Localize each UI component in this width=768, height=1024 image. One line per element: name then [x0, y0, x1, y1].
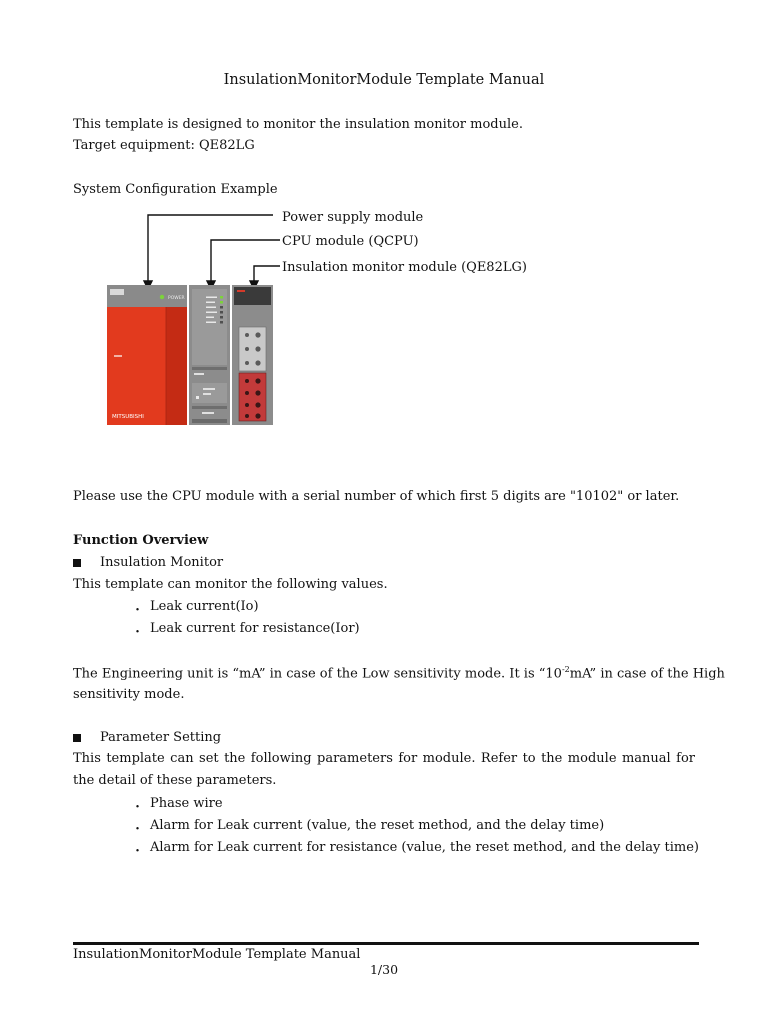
unit-note-exponent: -2 [561, 665, 570, 674]
footer-divider [73, 942, 699, 945]
insulation-monitor-desc: This template can monitor the following values. [73, 577, 388, 592]
list-item: Alarm for Leak current for resistance (value, the reset method, and the delay time) [150, 840, 700, 855]
cpu-module [189, 285, 230, 425]
dot-bullet-icon: ・ [131, 625, 145, 640]
callout-arrows [144, 215, 280, 289]
unit-note-part-1: The Engineering unit is “mA” in case of the Low sensitivity mode. It is “10 [73, 666, 562, 682]
intro-line-2: Target equipment: QE82LG [73, 138, 255, 153]
callout-cpu-module: CPU module (QCPU) [282, 234, 419, 249]
function-overview-heading: Function Overview [73, 533, 209, 548]
unit-note-part-2: mA” in case of the High [569, 666, 725, 682]
square-bullet-icon [73, 559, 81, 567]
dot-bullet-icon: ・ [131, 800, 145, 815]
page-title: InsulationMonitorModule Template Manual [223, 72, 545, 88]
system-config-diagram [100, 205, 280, 430]
intro-line-1: This template is designed to monitor the insulation monitor module. [73, 117, 523, 132]
power-label: POWER [168, 296, 185, 301]
square-bullet-icon [73, 734, 81, 742]
list-item: Alarm for Leak current (value, the reset method, and the delay time) [150, 818, 605, 833]
parameter-setting-label: Parameter Setting [100, 730, 222, 745]
callout-power-supply: Power supply module [282, 210, 424, 225]
dot-bullet-icon: ・ [131, 822, 145, 837]
parameter-setting-desc: This template can set the following parameters for module. Refer to the module manual for the detail of these parameters. [73, 751, 695, 788]
footer-title: InsulationMonitorModule Template Manual [73, 947, 361, 962]
brand-logo: MITSUBISHI [112, 414, 144, 420]
list-item: Leak current(Io) [150, 599, 259, 614]
power-supply-module [107, 285, 187, 425]
dot-bullet-icon: ・ [131, 844, 145, 859]
list-item: Phase wire [150, 796, 223, 811]
callout-insulation-module: Insulation monitor module (QE82LG) [282, 260, 527, 275]
page-number: 1/30 [369, 962, 399, 977]
list-item: Leak current for resistance(Ior) [150, 621, 360, 636]
unit-note-line-2: sensitivity mode. [73, 687, 185, 702]
dot-bullet-icon: ・ [131, 603, 145, 618]
insulation-monitor-module [232, 285, 273, 425]
insulation-monitor-label: Insulation Monitor [100, 555, 224, 570]
power-led-icon [160, 295, 164, 299]
unit-note-line-1 [73, 665, 725, 681]
system-config-heading: System Configuration Example [73, 182, 278, 197]
cpu-serial-note: Please use the CPU module with a serial number of which first 5 digits are "10102" or later. [73, 489, 680, 504]
